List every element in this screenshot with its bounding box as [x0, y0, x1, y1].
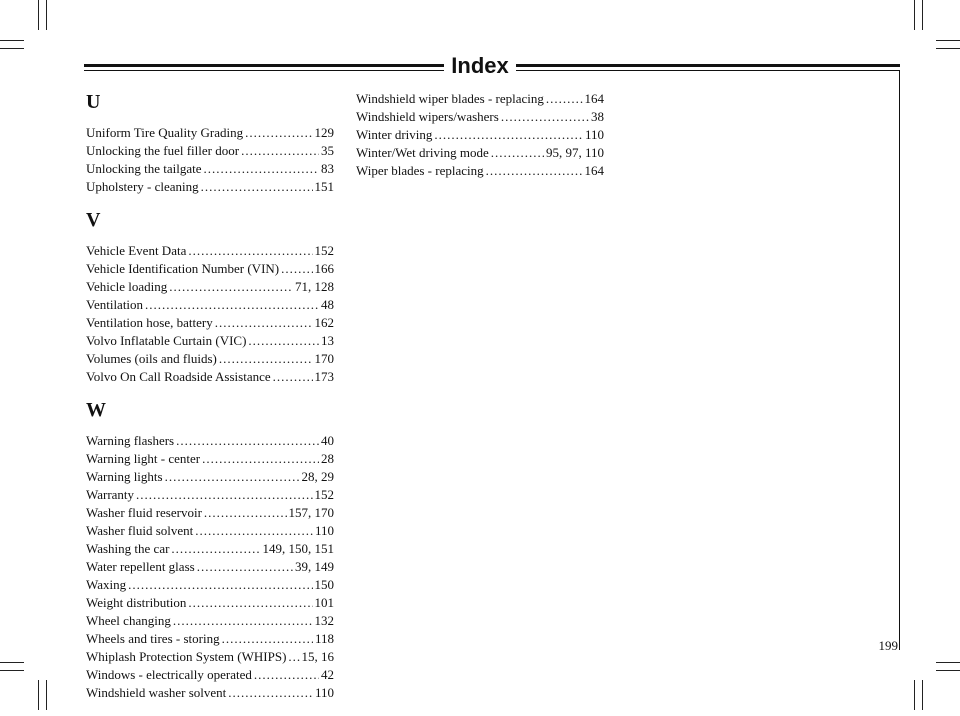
- index-entry: [86, 142, 334, 160]
- entry-term: Unlocking the fuel filler door: [86, 143, 240, 158]
- entry-pages: 151: [314, 179, 334, 194]
- entry-pages: 110: [314, 523, 334, 538]
- crop-mark: [0, 40, 24, 41]
- index-entry: [356, 144, 604, 162]
- leader-dots: [245, 124, 312, 142]
- entry-term: Windows - electrically operated: [86, 667, 252, 682]
- entry-term: Weight distribution: [86, 595, 187, 610]
- leader-dots: [165, 468, 300, 486]
- leader-dots: [197, 558, 293, 576]
- entry-term: Wheel changing: [86, 613, 171, 628]
- index-column-left: [86, 92, 334, 716]
- entry-term: Washer fluid solvent: [86, 523, 194, 538]
- entry-term: Volumes (oils and fluids): [86, 351, 217, 366]
- index-entry: [86, 666, 334, 684]
- entry-term: Upholstery - cleaning: [86, 179, 199, 194]
- leader-dots: [204, 160, 319, 178]
- crop-mark: [922, 680, 923, 710]
- index-entry: [86, 468, 334, 486]
- index-section-w: [86, 400, 334, 702]
- entry-pages: 95, 97, 110: [545, 145, 604, 160]
- leader-dots: [222, 630, 313, 648]
- leader-dots: [145, 296, 319, 314]
- index-entry: [356, 90, 604, 108]
- entry-term: Wiper blades - replacing: [356, 163, 484, 178]
- index-entry: [86, 160, 334, 178]
- entry-pages: 132: [314, 613, 334, 628]
- page-title: Index: [451, 53, 509, 78]
- index-entry: [86, 540, 334, 558]
- entry-term: Unlocking the tailgate: [86, 161, 202, 176]
- entry-term: Volvo On Call Roadside Assistance: [86, 369, 271, 384]
- section-letter: V: [86, 209, 101, 231]
- entry-pages: 110: [584, 127, 604, 142]
- index-entry: [86, 432, 334, 450]
- entry-pages: 152: [314, 243, 334, 258]
- index-section-v: [86, 210, 334, 386]
- index-entry: [86, 260, 334, 278]
- entry-term: Windshield wipers/washers: [356, 109, 499, 124]
- crop-mark: [46, 680, 47, 710]
- entry-term: Waxing: [86, 577, 127, 592]
- entry-pages: 13: [321, 333, 334, 348]
- entry-term: Vehicle Event Data: [86, 243, 187, 258]
- entry-term: Vehicle Identification Number (VIN): [86, 261, 280, 276]
- leader-dots: [128, 576, 312, 594]
- index-entry: [356, 162, 604, 180]
- crop-mark: [936, 40, 960, 41]
- crop-mark: [914, 680, 915, 710]
- index-entry: [86, 178, 334, 196]
- index-section-u: [86, 92, 334, 196]
- index-entry: [86, 350, 334, 368]
- leader-dots: [486, 162, 583, 180]
- crop-mark: [936, 48, 960, 49]
- entry-pages: 129: [314, 125, 334, 140]
- index-entry: [356, 108, 604, 126]
- entry-term: Wheels and tires - storing: [86, 631, 220, 646]
- crop-mark: [914, 0, 915, 30]
- section-letter: U: [86, 91, 101, 113]
- index-entry: [86, 450, 334, 468]
- header-rule-left: [84, 64, 444, 67]
- leader-dots: [201, 178, 313, 196]
- leader-dots: [215, 314, 313, 332]
- entry-pages: 164: [584, 91, 604, 106]
- leader-dots: [546, 90, 583, 108]
- entry-term: Warning lights: [86, 469, 163, 484]
- leader-dots: [136, 486, 312, 504]
- section-letter: W: [86, 399, 106, 421]
- entry-term: Volvo Inflatable Curtain (VIC): [86, 333, 247, 348]
- entry-pages: 35: [321, 143, 334, 158]
- entry-pages: 38: [591, 109, 604, 124]
- index-entry: [356, 126, 604, 144]
- leader-dots: [195, 522, 313, 540]
- entry-term: Windshield washer solvent: [86, 685, 227, 700]
- crop-mark: [38, 0, 39, 30]
- index-entry: [86, 332, 334, 350]
- entry-term: Warranty: [86, 487, 135, 502]
- entry-term: Warning flashers: [86, 433, 175, 448]
- entry-pages: 170: [314, 351, 334, 366]
- entry-pages: 110: [314, 685, 334, 700]
- entry-pages: 83: [321, 161, 334, 176]
- entry-pages: 166: [314, 261, 334, 276]
- crop-mark: [936, 670, 960, 671]
- entry-pages: 71, 128: [295, 279, 334, 294]
- crop-mark: [922, 0, 923, 30]
- leader-dots: [176, 432, 319, 450]
- leader-dots: [219, 350, 313, 368]
- header-rule-right: [516, 64, 900, 67]
- entry-term: Water repellent glass: [86, 559, 195, 574]
- leader-dots: [188, 242, 312, 260]
- entry-term: Uniform Tire Quality Grading: [86, 125, 244, 140]
- entry-pages: 150: [314, 577, 334, 592]
- header-rule-left-thin: [84, 70, 444, 71]
- crop-mark: [38, 680, 39, 710]
- entry-term: Ventilation: [86, 297, 144, 312]
- index-entry: [86, 242, 334, 260]
- entry-term: Whiplash Protection System (WHIPS): [86, 649, 287, 664]
- leader-dots: [501, 108, 589, 126]
- page-number: 199: [878, 638, 898, 653]
- index-entry: [86, 576, 334, 594]
- entry-term: Ventilation hose, battery: [86, 315, 213, 330]
- index-entry: [86, 612, 334, 630]
- entry-term: Winter driving: [356, 127, 433, 142]
- entry-term: Windshield wiper blades - replacing: [356, 91, 544, 106]
- index-entry: [86, 684, 334, 702]
- entry-term: Washing the car: [86, 541, 170, 556]
- leader-dots: [173, 612, 313, 630]
- header-rule-right-thin: [516, 70, 900, 71]
- leader-dots: [171, 540, 260, 558]
- entry-pages: 28: [321, 451, 334, 466]
- entry-pages: 164: [584, 163, 604, 178]
- leader-dots: [288, 648, 299, 666]
- index-entry: [86, 314, 334, 332]
- index-entry: [86, 558, 334, 576]
- entry-term: Vehicle loading: [86, 279, 168, 294]
- entry-term: Winter/Wet driving mode: [356, 145, 489, 160]
- leader-dots: [281, 260, 312, 278]
- index-entry: [86, 368, 334, 386]
- entry-pages: 149, 150, 151: [262, 541, 334, 556]
- crop-mark: [46, 0, 47, 30]
- index-entry: [86, 630, 334, 648]
- crop-mark: [936, 662, 960, 663]
- leader-dots: [254, 666, 319, 684]
- leader-dots: [241, 142, 319, 160]
- entry-pages: 39, 149: [295, 559, 334, 574]
- entry-pages: 28, 29: [301, 469, 334, 484]
- index-entry: [86, 648, 334, 666]
- leader-dots: [228, 684, 313, 702]
- crop-mark: [0, 662, 24, 663]
- index-entry: [86, 278, 334, 296]
- entry-pages: 152: [314, 487, 334, 502]
- crop-mark: [0, 48, 24, 49]
- leader-dots: [204, 504, 287, 522]
- leader-dots: [169, 278, 293, 296]
- crop-mark: [0, 670, 24, 671]
- entry-pages: 42: [321, 667, 334, 682]
- index-entry: [86, 594, 334, 612]
- entry-pages: 162: [314, 315, 334, 330]
- index-entry: [86, 124, 334, 142]
- index-entry: [86, 296, 334, 314]
- entry-pages: 118: [314, 631, 334, 646]
- entry-term: Washer fluid reservoir: [86, 505, 202, 520]
- index-entry: [86, 504, 334, 522]
- leader-dots: [188, 594, 312, 612]
- index-column-right: [356, 90, 604, 180]
- leader-dots: [491, 144, 544, 162]
- leader-dots: [434, 126, 583, 144]
- entry-pages: 101: [314, 595, 334, 610]
- leader-dots: [273, 368, 313, 386]
- leader-dots: [202, 450, 319, 468]
- index-header: [84, 52, 900, 92]
- entry-pages: 157, 170: [288, 505, 334, 520]
- entry-pages: 48: [321, 297, 334, 312]
- entry-pages: 15, 16: [301, 649, 334, 664]
- index-entry: [86, 522, 334, 540]
- column-divider-right: [899, 70, 900, 650]
- leader-dots: [248, 332, 319, 350]
- entry-pages: 173: [314, 369, 334, 384]
- entry-term: Warning light - center: [86, 451, 201, 466]
- index-entry: [86, 486, 334, 504]
- entry-pages: 40: [321, 433, 334, 448]
